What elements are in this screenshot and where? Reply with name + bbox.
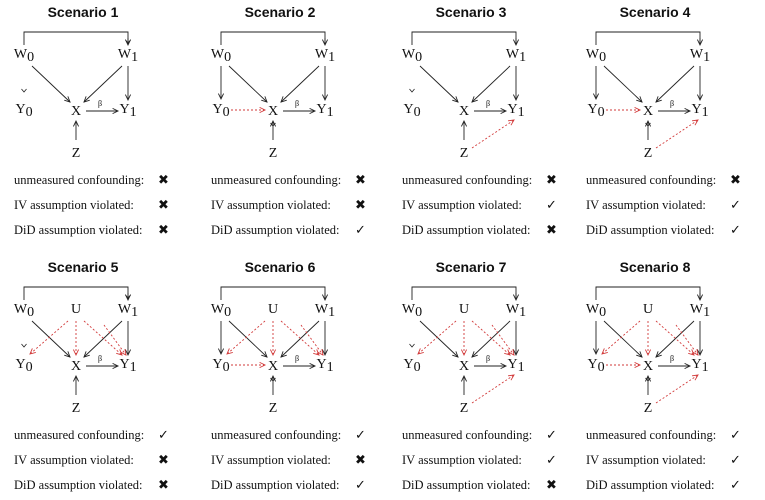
w1-node: W1 [314, 302, 336, 320]
u-node: U [458, 302, 470, 317]
assumption-list [586, 168, 765, 243]
assumption-label: unmeasured confounding: [14, 428, 145, 442]
causal-graph [396, 0, 586, 170]
assumption-list [402, 168, 582, 243]
assumption-label: DiD assumption violated: [586, 478, 715, 492]
edge-w1-y1-extra-dashed [676, 325, 698, 355]
z-node: Z [643, 401, 653, 416]
assumption-list [211, 168, 391, 243]
y1-node: Y1 [507, 102, 525, 120]
scenario-title: Scenario 8 [619, 259, 691, 275]
edge-w0-w1 [412, 32, 516, 45]
beta-label: β [485, 99, 491, 108]
beta-label: β [669, 354, 675, 363]
scenario-panel [580, 255, 765, 500]
assumption-list [211, 423, 391, 498]
scenario-panel [8, 0, 198, 245]
assumption-label: unmeasured confounding: [586, 173, 717, 187]
scenario-title: Scenario 2 [244, 4, 316, 20]
edge-w0-x [420, 321, 458, 357]
assumption-row [586, 448, 765, 473]
y0-node: Y0 [212, 357, 230, 375]
edge-w0-x [32, 66, 70, 102]
scenario-title: Scenario 6 [244, 259, 316, 275]
w0-node: W0 [401, 47, 423, 65]
edge-w0-x [604, 321, 642, 357]
edge-w0-x [229, 321, 267, 357]
edge-w0-y0-dashed [227, 321, 265, 354]
assumption-row [211, 193, 391, 218]
x-node: X [642, 104, 654, 119]
cross-icon: ✖ [158, 453, 169, 468]
y0-node: Y0 [587, 102, 605, 120]
edge-z-y1-dashed [656, 120, 698, 148]
edge-z-y1-dashed [472, 120, 514, 148]
y0-node: Y0 [15, 102, 33, 120]
assumption-row [211, 168, 391, 193]
assumption-label: IV assumption violated: [14, 198, 134, 212]
u-node: U [642, 302, 654, 317]
cross-icon: ✖ [355, 198, 366, 213]
cross-icon: ✖ [355, 173, 366, 188]
x-node: X [267, 359, 279, 374]
assumption-row [14, 473, 194, 498]
cross-icon: ✖ [355, 453, 366, 468]
check-icon: ✓ [355, 478, 366, 493]
edge-w0-w1 [596, 287, 700, 300]
edge-z-y1-dashed-head [508, 120, 514, 125]
edge-w0-x [229, 66, 267, 102]
cross-icon: ✖ [546, 223, 557, 238]
z-node: Z [71, 401, 81, 416]
x-node: X [70, 359, 82, 374]
assumption-row [211, 218, 391, 243]
assumption-label: DiD assumption violated: [402, 478, 531, 492]
z-node: Z [459, 146, 469, 161]
check-icon: ✓ [546, 428, 557, 443]
cross-icon: ✖ [546, 173, 557, 188]
assumption-row [402, 218, 582, 243]
w0-node: W0 [210, 47, 232, 65]
assumption-label: DiD assumption violated: [14, 478, 143, 492]
edge-w1-x [656, 66, 694, 102]
x-node: X [70, 104, 82, 119]
scenario-title: Scenario 7 [435, 259, 507, 275]
assumption-label: unmeasured confounding: [14, 173, 145, 187]
edge-w0-w1 [24, 287, 128, 300]
edge-w0-y0-dashed [602, 321, 640, 354]
caret-mark [22, 344, 27, 347]
check-icon: ✓ [730, 478, 741, 493]
assumption-list [14, 423, 194, 498]
assumption-row [402, 168, 582, 193]
assumption-label: DiD assumption violated: [586, 223, 715, 237]
scenario-title: Scenario 3 [435, 4, 507, 20]
caret-mark [22, 89, 27, 92]
y0-node: Y0 [212, 102, 230, 120]
edge-z-y1-dashed-head [508, 375, 514, 380]
y1-node: Y1 [316, 102, 334, 120]
assumption-label: IV assumption violated: [14, 453, 134, 467]
check-icon: ✓ [158, 428, 169, 443]
z-node: Z [71, 146, 81, 161]
edge-w0-w1 [221, 32, 325, 45]
beta-label: β [485, 354, 491, 363]
assumption-row [14, 218, 194, 243]
caret-mark [410, 344, 415, 347]
x-node: X [642, 359, 654, 374]
causal-graph [8, 255, 198, 425]
scenario-panel [396, 255, 586, 500]
scenario-title: Scenario 5 [47, 259, 119, 275]
y1-node: Y1 [119, 357, 137, 375]
beta-label: β [97, 99, 103, 108]
scenario-panel [396, 0, 586, 245]
check-icon: ✓ [355, 223, 366, 238]
edge-w0-x [420, 66, 458, 102]
w1-node: W1 [505, 47, 527, 65]
y0-node: Y0 [403, 102, 421, 120]
assumption-row [586, 218, 765, 243]
edge-w1-x [84, 66, 122, 102]
y0-node: Y0 [15, 357, 33, 375]
check-icon: ✓ [546, 453, 557, 468]
edge-w1-y1-extra-dashed [104, 325, 126, 355]
edge-w1-y1-extra-dashed [301, 325, 323, 355]
scenario-panel [205, 0, 395, 245]
assumption-label: DiD assumption violated: [402, 223, 531, 237]
edge-w1-x [656, 321, 694, 357]
assumption-list [14, 168, 194, 243]
w1-node: W1 [117, 302, 139, 320]
assumption-label: unmeasured confounding: [211, 428, 342, 442]
assumption-row [586, 473, 765, 498]
y0-node: Y0 [403, 357, 421, 375]
z-node: Z [643, 146, 653, 161]
w0-node: W0 [585, 47, 607, 65]
assumption-row [211, 473, 391, 498]
cross-icon: ✖ [158, 173, 169, 188]
cross-icon: ✖ [158, 198, 169, 213]
assumption-row [586, 193, 765, 218]
check-icon: ✓ [546, 198, 557, 213]
assumption-row [14, 423, 194, 448]
scenario-panel [8, 255, 198, 500]
assumption-list [402, 423, 582, 498]
edge-w1-y1-extra-dashed [492, 325, 514, 355]
assumption-list [586, 423, 765, 498]
assumption-label: IV assumption violated: [586, 198, 706, 212]
z-node: Z [268, 146, 278, 161]
scenario-panel [580, 0, 765, 245]
assumption-label: IV assumption violated: [402, 453, 522, 467]
causal-graph [580, 0, 765, 170]
u-node: U [70, 302, 82, 317]
check-icon: ✓ [730, 453, 741, 468]
causal-graph [205, 0, 395, 170]
y1-node: Y1 [691, 357, 709, 375]
edge-w0-x [604, 66, 642, 102]
caret-mark [410, 89, 415, 92]
assumption-label: IV assumption violated: [402, 198, 522, 212]
edge-w0-w1 [412, 287, 516, 300]
cross-icon: ✖ [546, 478, 557, 493]
assumption-row [14, 168, 194, 193]
assumption-row [14, 193, 194, 218]
edge-w0-y0-dashed [418, 321, 456, 354]
beta-label: β [97, 354, 103, 363]
w1-node: W1 [117, 47, 139, 65]
edge-w0-x [32, 321, 70, 357]
w1-node: W1 [505, 302, 527, 320]
assumption-row [402, 473, 582, 498]
y0-node: Y0 [587, 357, 605, 375]
x-node: X [267, 104, 279, 119]
cross-icon: ✖ [158, 478, 169, 493]
u-node: U [267, 302, 279, 317]
assumption-label: IV assumption violated: [211, 453, 331, 467]
assumption-label: DiD assumption violated: [211, 478, 340, 492]
edge-z-y1-dashed [656, 375, 698, 403]
beta-label: β [669, 99, 675, 108]
w0-node: W0 [210, 302, 232, 320]
w1-node: W1 [689, 302, 711, 320]
assumption-row [586, 168, 765, 193]
edge-w0-w1 [221, 287, 325, 300]
check-icon: ✓ [730, 428, 741, 443]
causal-graph [396, 255, 586, 425]
edge-w1-x [281, 66, 319, 102]
causal-graph [205, 255, 395, 425]
edge-w0-w1 [24, 32, 128, 45]
assumption-row [402, 193, 582, 218]
edge-w1-x [472, 66, 510, 102]
assumption-row [402, 423, 582, 448]
check-icon: ✓ [355, 428, 366, 443]
check-icon: ✓ [730, 198, 741, 213]
assumption-label: unmeasured confounding: [586, 428, 717, 442]
cross-icon: ✖ [730, 173, 741, 188]
assumption-label: DiD assumption violated: [14, 223, 143, 237]
beta-label: β [294, 354, 300, 363]
w1-node: W1 [689, 47, 711, 65]
y1-node: Y1 [316, 357, 334, 375]
cross-icon: ✖ [158, 223, 169, 238]
assumption-label: IV assumption violated: [211, 198, 331, 212]
x-node: X [458, 359, 470, 374]
y1-node: Y1 [691, 102, 709, 120]
assumption-label: unmeasured confounding: [211, 173, 342, 187]
w0-node: W0 [585, 302, 607, 320]
y1-node: Y1 [507, 357, 525, 375]
edge-w1-x [472, 321, 510, 357]
assumption-row [402, 448, 582, 473]
w0-node: W0 [13, 47, 35, 65]
beta-label: β [294, 99, 300, 108]
y1-node: Y1 [119, 102, 137, 120]
x-node: X [458, 104, 470, 119]
z-node: Z [268, 401, 278, 416]
scenario-panel [205, 255, 395, 500]
w1-node: W1 [314, 47, 336, 65]
assumption-row [14, 448, 194, 473]
edge-w1-x [84, 321, 122, 357]
edge-w0-w1 [596, 32, 700, 45]
assumption-row [211, 448, 391, 473]
scenario-title: Scenario 1 [47, 4, 119, 20]
assumption-label: unmeasured confounding: [402, 428, 533, 442]
w0-node: W0 [13, 302, 35, 320]
z-node: Z [459, 401, 469, 416]
edge-z-y1-dashed-head [692, 120, 698, 125]
assumption-label: IV assumption violated: [586, 453, 706, 467]
assumption-label: DiD assumption violated: [211, 223, 340, 237]
edge-z-y1-dashed [472, 375, 514, 403]
causal-graph [580, 255, 765, 425]
assumption-row [211, 423, 391, 448]
w0-node: W0 [401, 302, 423, 320]
edge-w1-x [281, 321, 319, 357]
assumption-row [586, 423, 765, 448]
causal-graph [8, 0, 198, 170]
assumption-label: unmeasured confounding: [402, 173, 533, 187]
scenario-title: Scenario 4 [619, 4, 691, 20]
check-icon: ✓ [730, 223, 741, 238]
edge-z-y1-dashed-head [692, 375, 698, 380]
edge-w0-y0-dashed [30, 321, 68, 354]
